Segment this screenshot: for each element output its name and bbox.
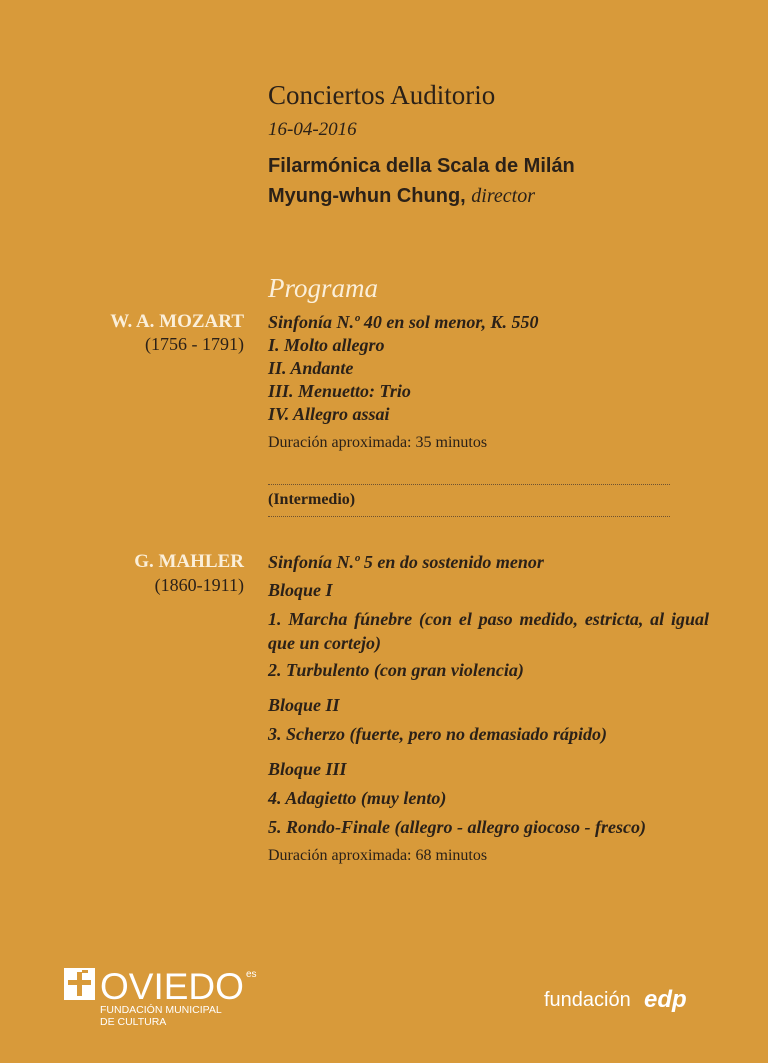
edp-brand-text: edp	[644, 986, 687, 1013]
block-heading: Bloque I	[268, 580, 333, 600]
movement-item: III. Menuetto: Trio	[268, 381, 411, 401]
oviedo-wordmark: OVIEDO	[100, 966, 244, 1007]
edp-logo	[544, 984, 724, 1023]
divider-bottom	[268, 516, 670, 517]
duration-mahler: Duración aproximada: 68 minutos	[268, 847, 488, 864]
movement-item: 1. Marcha fúnebre (con el paso medido, estricta, al igual que un cortejo)	[268, 609, 709, 653]
movement-item: 4. Adagietto (muy lento)	[268, 788, 447, 808]
oviedo-subline-2: DE CULTURA	[100, 1016, 167, 1028]
block-heading: Bloque II	[268, 695, 340, 715]
work-title-mozart: Sinfonía N.º 40 en sol menor, K. 550	[268, 312, 539, 332]
program-heading: Programa	[268, 273, 379, 303]
oviedo-subline-1: FUNDACIÓN MUNICIPAL	[100, 1004, 222, 1016]
conductor-line	[268, 185, 535, 208]
work-title-mahler: Sinfonía N.º 5 en do sostenido menor	[268, 552, 544, 572]
concert-series-title: Conciertos Auditorio	[268, 80, 496, 110]
conductor-role: director	[471, 185, 535, 207]
movement-item: I. Molto allegro	[268, 335, 385, 355]
edp-foundation-text: fundación	[544, 989, 631, 1011]
movement-item: 5. Rondo-Finale (allegro - allegro giocoso - fresco)	[268, 817, 646, 837]
composer-dates-mozart: (1756 - 1791)	[145, 334, 244, 354]
composer-name-mahler: G. MAHLER	[134, 551, 244, 572]
divider-top	[268, 484, 670, 485]
movement-item: II. Andante	[268, 358, 354, 378]
movement-item: IV. Allegro assai	[268, 404, 390, 424]
movement-item: 3. Scherzo (fuerte, pero no demasiado rápido)	[268, 724, 607, 744]
oviedo-logo	[64, 966, 264, 1033]
duration-mozart: Duración aproximada: 35 minutos	[268, 434, 488, 451]
edp-logo-icon	[544, 984, 724, 1018]
block-heading: Bloque III	[268, 759, 347, 779]
intermission-label: (Intermedio)	[268, 491, 356, 508]
conductor-name: Myung-whun Chung,	[268, 185, 466, 207]
orchestra-name: Filarmónica della Scala de Milán	[268, 155, 575, 177]
composer-name-mozart: W. A. MOZART	[110, 311, 244, 332]
movement-item: 2. Turbulento (con gran violencia)	[268, 660, 524, 680]
concert-date: 16-04-2016	[268, 119, 357, 140]
composer-dates-mahler: (1860-1911)	[154, 575, 244, 595]
oviedo-suffix: es	[246, 969, 257, 980]
oviedo-crest-icon	[64, 966, 264, 1028]
